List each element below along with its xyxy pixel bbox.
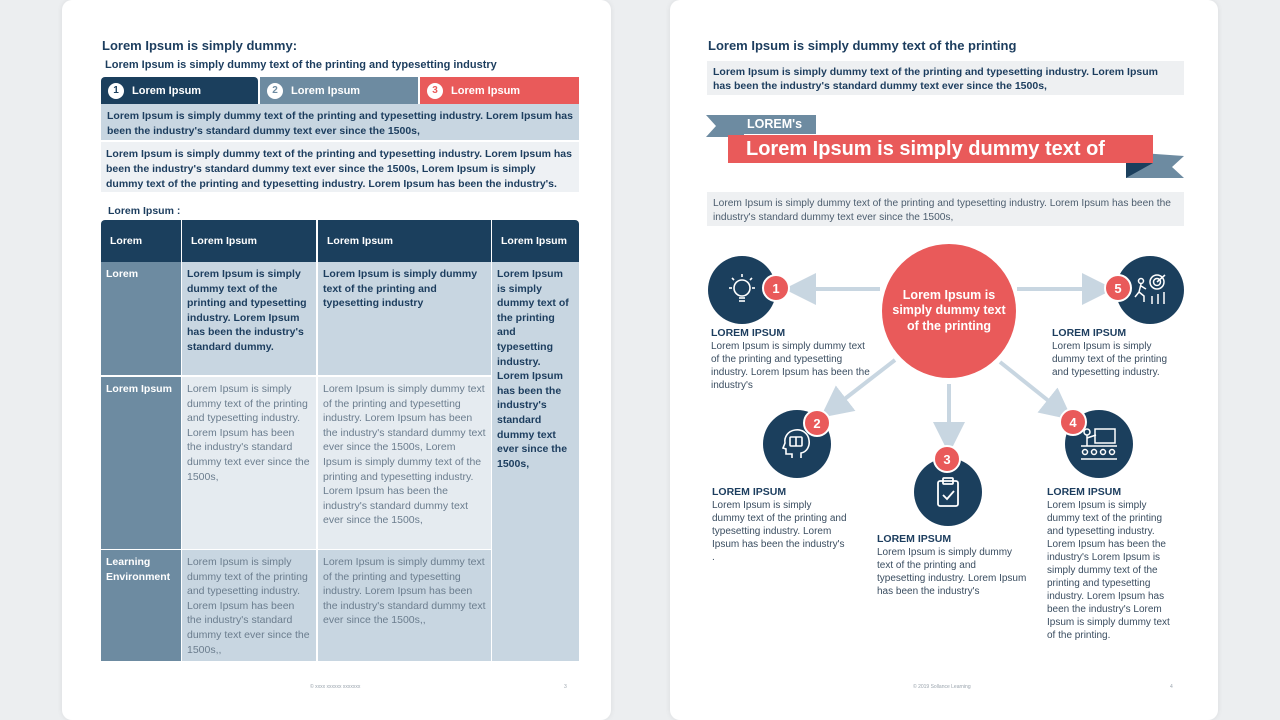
table-header: Lorem (101, 220, 181, 262)
step-badge: 4 (1059, 408, 1087, 436)
body-paragraph: Lorem Ipsum is simply dummy text of the printing and typesetting industry. Lorem Ipsum has been the industry's standard dummy text ever since the 1500s, Lorem Ipsum is simply dummy text of the printing and typesetting industry. Lorem Ipsum has been the industry's. (101, 142, 579, 192)
row-header: Lorem (101, 262, 181, 375)
center-circle: Lorem Ipsum is simply dummy text of the printing (882, 244, 1016, 378)
node-title: LOREM IPSUM (712, 486, 787, 498)
left-page (62, 0, 611, 720)
table-cell: Lorem Ipsum is simply dummy text of the printing and typesetting industry (318, 262, 491, 375)
step-badge: 1 (762, 274, 790, 302)
row-header: Learning Environment (101, 550, 181, 661)
ribbon-label: LOREM's (736, 115, 816, 134)
tab-label: Lorem Ipsum (132, 84, 202, 97)
table-cell: Lorem Ipsum is simply dummy text of the printing and typesetting industry. Lorem Ipsum has been the industry's standard dummy text ever since the 1500s,, (318, 550, 491, 661)
page-title: Lorem Ipsum is simply dummy: (102, 38, 298, 53)
right-page (670, 0, 1218, 720)
step-badge: 3 (933, 445, 961, 473)
node-text: Lorem Ipsum is simply dummy text of the printing and typesetting industry. Lorem Ipsum has been the industry's Lorem Ipsum is simply dummy text of the printing and typesetting industry. Lorem Ipsum has been the industry's Lorem Ipsum is simply dummy text of the printing. (1047, 500, 1170, 641)
table-header: Lorem Ipsum (182, 220, 316, 262)
node-text: Lorem Ipsum is simply dummy text of the printing and typesetting industry. Lorem Ipsum has been the industry's (711, 341, 870, 391)
table-cell: Lorem Ipsum is simply dummy text of the printing and typesetting industry. Lorem Ipsum has been the industry's standard dummy. (182, 262, 316, 375)
page-number: 3 (564, 684, 567, 690)
footer-copyright: © xxxx xxxxxx xxxxxxx (310, 684, 361, 690)
footer-copyright: © 2019 Sollance Learning (913, 684, 971, 690)
table-header: Lorem Ipsum (492, 220, 579, 262)
tab-3[interactable] (420, 77, 579, 104)
ribbon-heading: Lorem Ipsum is simply dummy text of (728, 135, 1153, 163)
node-text: Lorem Ipsum is simply dummy text of the printing and typesetting industry. Lorem Ipsum has been the industry's . (712, 500, 847, 563)
body-paragraph: Lorem Ipsum is simply dummy text of the printing and typesetting industry. Lorem Ipsum has been the industry's standard dummy text ever since the 1500s, (707, 192, 1184, 226)
tab-2[interactable] (260, 77, 418, 104)
node-title: LOREM IPSUM (877, 533, 952, 545)
tab-label: Lorem Ipsum (291, 84, 361, 97)
tab-number: 3 (427, 83, 443, 99)
row-header: Lorem Ipsum (101, 377, 181, 549)
table-cell-merged: Lorem Ipsum is simply dummy text of the printing and typesetting industry. Lorem Ipsum has been the industry's standard dummy text ever since the 1500s, (492, 262, 579, 661)
table-cell: Lorem Ipsum is simply dummy text of the printing and typesetting industry. Lorem Ipsum has been the industry's standard dummy text ever since the 1500s,, (182, 550, 316, 661)
page-number: 4 (1170, 684, 1173, 690)
table-header: Lorem Ipsum (318, 220, 491, 262)
node-title: LOREM IPSUM (1047, 486, 1122, 498)
highlight-paragraph: Lorem Ipsum is simply dummy text of the printing and typesetting industry. Lorem Ipsum has been the industry's standard dummy text ever since the 1500s, (101, 104, 579, 140)
tab-label: Lorem Ipsum (451, 84, 521, 97)
table-cell: Lorem Ipsum is simply dummy text of the printing and typesetting industry. Lorem Ipsum has been the industry's standard dummy text ever since the 1500s, (182, 377, 316, 549)
node-text: Lorem Ipsum is simply dummy text of the printing and typesetting industry. Lorem Ipsum has been the industry's (877, 547, 1027, 597)
tab-number: 1 (108, 83, 124, 99)
page-subtitle: Lorem Ipsum is simply dummy text of the printing and typesetting industry (105, 59, 497, 71)
step-badge: 2 (803, 409, 831, 437)
tab-number: 2 (267, 83, 283, 99)
table-caption: Lorem Ipsum : (108, 205, 181, 217)
node-text: Lorem Ipsum is simply dummy text of the printing and typesetting industry. (1052, 341, 1168, 378)
table-cell: Lorem Ipsum is simply dummy text of the printing and typesetting industry. Lorem Ipsum has been the industry's standard dummy text ever since the 1500s, Lorem Ipsum is simply dummy text of the printing and typesetting industry. Lorem Ipsum has been the industry's standard dummy text ever since the 1500s, (318, 377, 491, 549)
node-title: LOREM IPSUM (1052, 327, 1127, 339)
step-badge: 5 (1104, 274, 1132, 302)
node-title: LOREM IPSUM (711, 327, 786, 339)
tab-1[interactable] (101, 77, 258, 104)
page-title: Lorem Ipsum is simply dummy text of the printing (708, 38, 1017, 53)
intro-paragraph: Lorem Ipsum is simply dummy text of the printing and typesetting industry. Lorem Ipsum has been the industry's standard dummy text ever since the 1500s, (707, 61, 1184, 95)
